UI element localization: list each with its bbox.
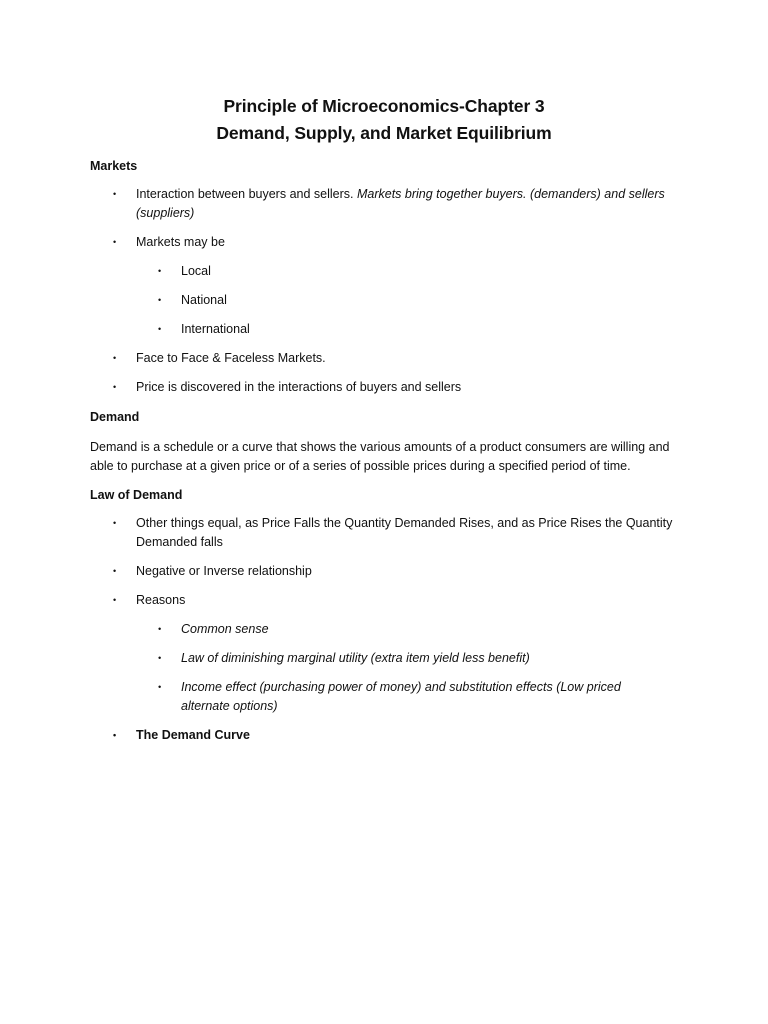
bullet-icon: • bbox=[113, 730, 117, 740]
bullet-icon: • bbox=[113, 353, 117, 363]
markets-sub-bullet-1-text: Local bbox=[181, 264, 211, 278]
markets-bullet-2 bbox=[113, 233, 696, 252]
markets-bullet-3-text: Face to Face & Faceless Markets. bbox=[136, 351, 326, 365]
markets-bullet-1-text: Interaction between buyers and sellers. bbox=[136, 187, 357, 201]
section-heading-markets: Markets bbox=[90, 159, 138, 173]
reasons-sub-bullet-1-text: Common sense bbox=[181, 622, 269, 636]
law-bullet-2 bbox=[113, 562, 696, 581]
law-bullet-4 bbox=[113, 726, 696, 745]
document-title-line-2: Demand, Supply, and Market Equilibrium bbox=[216, 123, 552, 143]
demand-definition bbox=[90, 438, 690, 476]
bullet-icon: • bbox=[113, 382, 117, 392]
bullet-icon: • bbox=[113, 518, 117, 528]
law-bullet-3-text: Reasons bbox=[136, 593, 186, 607]
markets-bullet-4 bbox=[113, 378, 696, 397]
reasons-sub-bullet-3 bbox=[158, 678, 681, 716]
bullet-icon: • bbox=[158, 682, 162, 692]
markets-sub-bullet-3 bbox=[158, 320, 681, 339]
markets-bullet-1 bbox=[113, 185, 696, 223]
reasons-sub-bullet-2 bbox=[158, 649, 681, 668]
section-heading-demand: Demand bbox=[90, 410, 140, 424]
demand-definition-line-2: able to purchase at a given price or of a series of possible prices during a specified period of time. bbox=[90, 459, 631, 473]
law-bullet-4-text: The Demand Curve bbox=[136, 728, 250, 742]
bullet-icon: • bbox=[113, 566, 117, 576]
bullet-icon: • bbox=[158, 624, 162, 634]
bullet-icon: • bbox=[113, 237, 117, 247]
markets-bullet-2-text: Markets may be bbox=[136, 235, 225, 249]
markets-sub-bullet-1 bbox=[158, 262, 681, 281]
law-bullet-2-text: Negative or Inverse relationship bbox=[136, 564, 312, 578]
markets-bullet-4-text: Price is discovered in the interactions of buyers and sellers bbox=[136, 380, 462, 394]
markets-sub-bullet-3-text: International bbox=[181, 322, 250, 336]
reasons-sub-bullet-1 bbox=[158, 620, 681, 639]
markets-bullet-3 bbox=[113, 349, 696, 368]
markets-sub-bullet-2 bbox=[158, 291, 681, 310]
bullet-icon: • bbox=[113, 595, 117, 605]
reasons-sub-bullet-2-text: Law of diminishing marginal utility (extra item yield less benefit) bbox=[181, 651, 530, 665]
bullet-icon: • bbox=[113, 189, 117, 199]
law-bullet-3 bbox=[113, 591, 696, 610]
markets-bullet-1-italic: Markets bring together buyers. (demanders) and sellers bbox=[356, 187, 665, 201]
law-bullet-1-line-1: Other things equal, as Price Falls the Quantity Demanded Rises, and as Price Rises the Quantity bbox=[136, 516, 673, 530]
bullet-icon: • bbox=[158, 295, 162, 305]
reasons-sub-bullet-3-line-2: alternate options) bbox=[181, 699, 278, 713]
bullet-icon: • bbox=[158, 324, 162, 334]
law-bullet-1 bbox=[113, 514, 696, 552]
bullet-icon: • bbox=[158, 653, 162, 663]
markets-bullet-1-italic-cont: (suppliers) bbox=[136, 206, 195, 220]
reasons-sub-bullet-3-line-1: Income effect (purchasing power of money) and substitution effects (Low priced bbox=[181, 680, 621, 694]
demand-definition-line-1: Demand is a schedule or a curve that shows the various amounts of a product consumers are willing and bbox=[90, 440, 670, 454]
section-heading-law-of-demand: Law of Demand bbox=[90, 488, 183, 502]
law-bullet-1-line-2: Demanded falls bbox=[136, 535, 223, 549]
markets-sub-bullet-2-text: National bbox=[181, 293, 227, 307]
bullet-icon: • bbox=[158, 266, 162, 276]
document-title-line-1: Principle of Microeconomics-Chapter 3 bbox=[223, 96, 545, 116]
